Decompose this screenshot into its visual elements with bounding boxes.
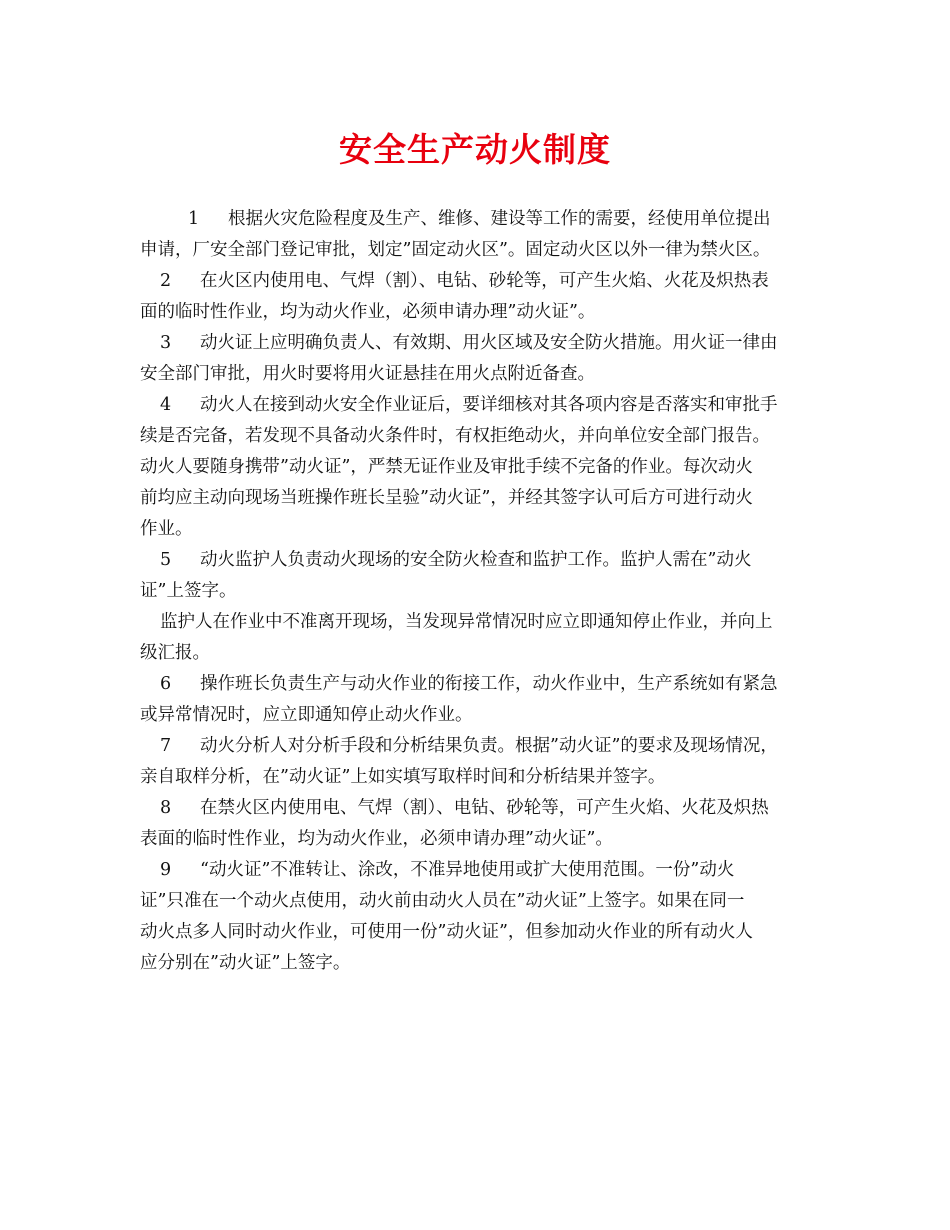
line-text: 动火点多人同时动火作业，可使用一份”动火证”，但参加动火作业的所有动火人 — [140, 922, 753, 942]
line-text: 监护人在作业中不准离开现场，当发现异常情况时应立即通知停止作业，并向上 — [160, 612, 773, 632]
text-line — [140, 297, 830, 328]
clause-number: 3 — [160, 333, 172, 353]
clause-number: 1 — [188, 209, 200, 229]
line-text: 动火人要随身携带”动火证”，严禁无证作业及审批手续不完备的作业。每次动火 — [140, 457, 753, 477]
line-text: 根据火灾危险程度及生产、维修、建设等工作的需要，经使用单位提出 — [228, 209, 771, 229]
text-line — [140, 917, 830, 948]
clause-number: 2 — [160, 271, 172, 291]
document-body — [140, 204, 830, 979]
line-text: 表面的临时性作业，均为动火作业，必须申请办理”动火证”。 — [140, 829, 613, 849]
clause-number: 9 — [160, 860, 172, 880]
line-text: 在火区内使用电、气焊（割）、电钻、砂轮等，可产生火焰、火花及炽热表 — [200, 271, 769, 291]
line-text: 证”上签字。 — [140, 581, 237, 601]
line-text: 动火人在接到动火安全作业证后，要详细核对其各项内容是否落实和审批手 — [200, 395, 778, 415]
text-line — [140, 483, 830, 514]
text-line — [140, 824, 830, 855]
clause-number: 7 — [160, 736, 172, 756]
clause-number: 8 — [160, 798, 172, 818]
line-text: 动火证上应明确负责人、有效期、用火区域及安全防火措施。用火证一律由 — [200, 333, 778, 353]
text-line — [140, 328, 830, 359]
text-line — [140, 514, 830, 545]
text-line — [140, 576, 830, 607]
text-line — [140, 359, 830, 390]
text-line — [140, 390, 830, 421]
line-text: 续是否完备，若发现不具备动火条件时，有权拒绝动火，并向单位安全部门报告。 — [140, 426, 770, 446]
clause-number: 6 — [160, 674, 172, 694]
text-line — [140, 731, 830, 762]
line-text: “动火证”不准转让、涂改，不准异地使用或扩大使用范围。一份”动火 — [200, 860, 735, 880]
text-line — [140, 948, 830, 979]
document-title: 安全生产动火制度 — [339, 130, 611, 169]
text-line — [140, 638, 830, 669]
text-line — [140, 545, 830, 576]
line-text: 作业。 — [140, 519, 193, 539]
line-text: 亲自取样分析，在”动火证”上如实填写取样时间和分析结果并签字。 — [140, 767, 666, 787]
text-line — [140, 235, 830, 266]
text-line — [140, 886, 830, 917]
text-line — [140, 855, 830, 886]
line-text: 证”只准在一个动火点使用，动火前由动火人员在”动火证”上签字。如果在同一 — [140, 891, 745, 911]
text-line — [140, 669, 830, 700]
line-text: 应分别在”动火证”上签字。 — [140, 953, 351, 973]
text-line — [140, 421, 830, 452]
line-text: 操作班长负责生产与动火作业的衔接工作，动火作业中，生产系统如有紧急 — [200, 674, 778, 694]
line-text: 前均应主动向现场当班操作班长呈验”动火证”，并经其签字认可后方可进行动火 — [140, 488, 753, 508]
line-text: 或异常情况时，应立即通知停止动火作业。 — [140, 705, 473, 725]
line-text: 级汇报。 — [140, 643, 210, 663]
clause-number: 4 — [160, 395, 172, 415]
text-line — [140, 700, 830, 731]
line-text: 动火分析人对分析手段和分析结果负责。根据”动火证”的要求及现场情况， — [200, 736, 778, 756]
line-text: 动火监护人负责动火现场的安全防火检查和监护工作。监护人需在”动火 — [200, 550, 752, 570]
text-line — [140, 607, 830, 638]
text-line — [140, 266, 830, 297]
text-line — [140, 204, 830, 235]
text-line — [140, 452, 830, 483]
line-text: 面的临时性作业，均为动火作业，必须申请办理”动火证”。 — [140, 302, 596, 322]
text-line — [140, 793, 830, 824]
clause-number: 5 — [160, 550, 172, 570]
line-text: 在禁火区内使用电、气焊（割）、电钻、砂轮等，可产生火焰、火花及炽热 — [200, 798, 769, 818]
text-line — [140, 762, 830, 793]
line-text: 申请，厂安全部门登记审批，划定”固定动火区”。固定动火区以外一律为禁火区。 — [140, 240, 771, 260]
line-text: 安全部门审批，用火时要将用火证悬挂在用火点附近备查。 — [140, 364, 595, 384]
